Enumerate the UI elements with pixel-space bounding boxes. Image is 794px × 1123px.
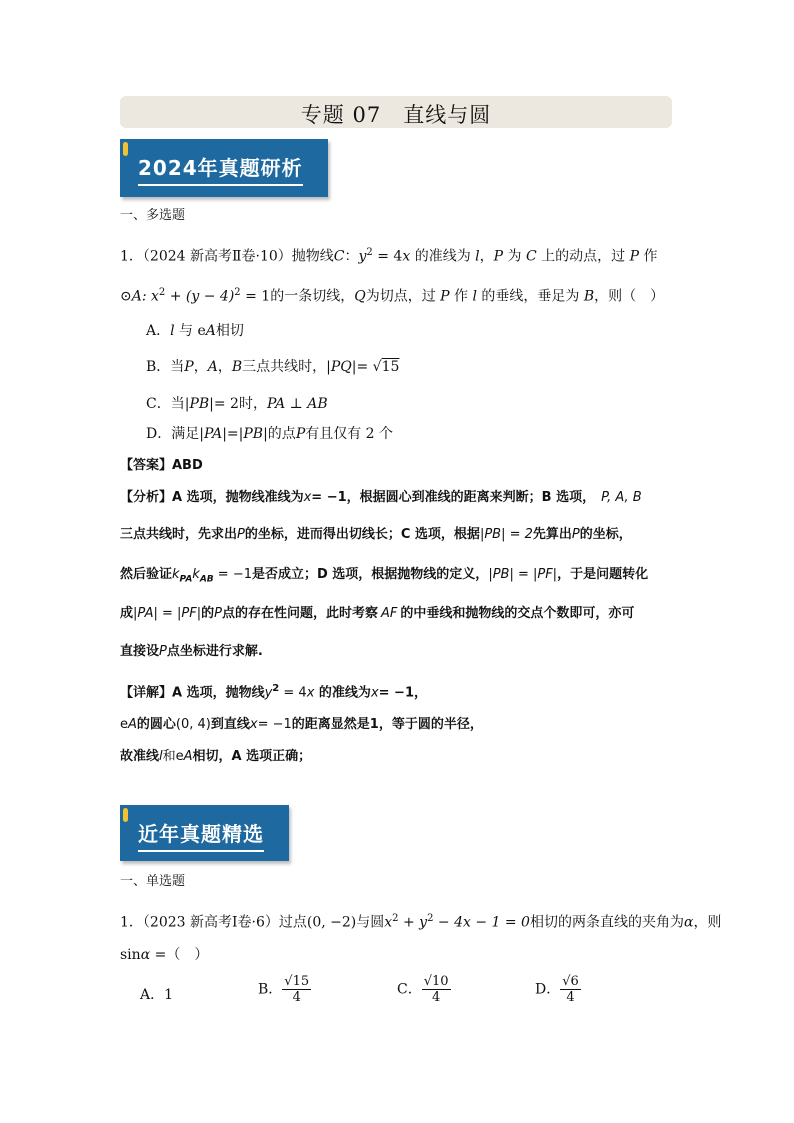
detail-line-3 xyxy=(120,748,311,766)
banner-tab-decoration xyxy=(123,142,128,156)
superscript: 2 xyxy=(366,247,373,258)
analysis-line-2 xyxy=(120,526,632,544)
text: ⊙A: x xyxy=(120,288,159,305)
text: |PA| = |PF| xyxy=(133,606,202,621)
superscript: 2 xyxy=(234,287,241,298)
text: x xyxy=(306,685,315,701)
superscript: 2 xyxy=(158,287,166,298)
banner-label: 近年真题精选 xyxy=(138,818,264,852)
text: B．当 xyxy=(146,359,185,375)
question-2-option-a: A．1 xyxy=(140,987,174,1003)
text: B xyxy=(583,288,595,305)
text: P xyxy=(629,248,640,265)
text: 三点共线时，先求出 xyxy=(120,527,238,542)
text: 直接设 xyxy=(120,644,160,659)
text: 为 xyxy=(503,248,526,265)
text: PB xyxy=(189,396,210,412)
answer-text: 【答案】ABD xyxy=(120,458,203,473)
text: 的准线为 xyxy=(314,685,371,701)
text: A xyxy=(205,323,216,339)
text: 成 xyxy=(120,606,134,621)
text: P xyxy=(295,426,306,442)
text: (0, 4) xyxy=(175,717,211,732)
text: 故准线 xyxy=(120,749,160,764)
text: D．满足| xyxy=(146,426,204,442)
text: 有且仅有 2 个 xyxy=(305,426,394,442)
option-label: C． xyxy=(397,981,422,998)
text: PB xyxy=(243,426,264,442)
text: x xyxy=(370,685,379,701)
text: |PB| = 2 xyxy=(479,527,533,542)
text: e xyxy=(120,717,128,732)
text: 【分析】A 选项，抛物线准线为 xyxy=(120,490,304,505)
text: x xyxy=(384,914,393,931)
text: 点坐标进行求解. xyxy=(166,644,263,659)
analysis-line-1 xyxy=(120,489,642,507)
text: 的 xyxy=(201,606,215,621)
text: + y xyxy=(398,914,428,931)
text: 上的动点，过 xyxy=(536,248,630,265)
text: |=| xyxy=(222,426,244,442)
text: sin xyxy=(120,947,141,963)
text: = 4 xyxy=(372,248,403,265)
section-heading-single-choice: 一、单选题 xyxy=(120,874,186,889)
text: A xyxy=(207,359,218,375)
text: 是否成立；D 选项，根据抛物线的定义， xyxy=(251,567,489,582)
text: l xyxy=(170,323,175,339)
text: ， xyxy=(193,359,208,375)
text: 然后验证 xyxy=(120,567,173,582)
option-label: B． xyxy=(258,981,283,998)
superscript: 2 xyxy=(272,683,280,694)
text: = −1 xyxy=(213,567,252,582)
analysis-line-5 xyxy=(120,643,263,661)
section-heading-multiple-choice: 一、多选题 xyxy=(120,208,186,223)
text: 三点共线时，| xyxy=(242,359,331,375)
detail-line-1 xyxy=(120,680,427,702)
text: ， xyxy=(479,248,494,265)
section-banner-recent xyxy=(120,805,289,861)
text: P xyxy=(184,359,194,375)
text: ，则 xyxy=(693,914,722,931)
fraction xyxy=(282,974,311,1005)
text: A xyxy=(128,717,137,732)
text: + (y − 4) xyxy=(165,288,235,305)
text: P xyxy=(440,288,450,305)
text: C xyxy=(525,248,537,265)
superscript: 2 xyxy=(392,913,399,924)
text: PQ xyxy=(330,359,352,375)
subscript: PA xyxy=(179,574,193,585)
text: y xyxy=(358,248,367,265)
text: 与圆 xyxy=(356,914,385,931)
text: P xyxy=(237,527,245,542)
text: 作 xyxy=(639,248,658,265)
numerator: √6 xyxy=(562,974,579,989)
text: 为切点，过 xyxy=(365,288,441,305)
fraction xyxy=(422,974,451,1005)
analysis-line-3 xyxy=(120,566,648,589)
title-bar xyxy=(120,96,672,128)
text: 1．（2024 新高考Ⅱ卷·10）抛物线 xyxy=(120,248,334,265)
denominator: 4 xyxy=(292,990,301,1005)
text: 1．（2023 新高考Ⅰ卷·6）过点 xyxy=(120,914,307,931)
text: x xyxy=(249,717,258,732)
text: l xyxy=(475,248,480,265)
fraction xyxy=(560,974,581,1005)
text: 的距离显然是1，等于圆的半径， xyxy=(291,717,483,732)
text: x xyxy=(303,490,312,505)
text: =（ ） xyxy=(150,947,209,963)
text: 先算出 xyxy=(532,527,572,542)
text: ，于是问题转化 xyxy=(557,567,649,582)
option-label: D． xyxy=(535,981,561,998)
text: P xyxy=(493,248,504,265)
text: 到直线 xyxy=(210,717,250,732)
text: 的垂线，垂足为 xyxy=(476,288,584,305)
text: P xyxy=(571,527,580,542)
text: y xyxy=(264,685,273,701)
question-1-stem-line-2 xyxy=(120,284,664,306)
text: C．当| xyxy=(146,396,190,412)
question-2-option-b xyxy=(258,974,311,1005)
text: 的坐标，进而得出切线长；C 选项，根据 xyxy=(244,527,480,542)
text: C xyxy=(333,248,345,265)
text: k xyxy=(192,567,200,582)
question-2-option-c xyxy=(397,974,451,1005)
text: Q xyxy=(354,288,366,305)
text: (0, −2) xyxy=(306,914,357,931)
text: A xyxy=(183,749,193,764)
text: |PB| = |PF| xyxy=(488,567,558,582)
text: = −1 xyxy=(257,717,292,732)
text: AF xyxy=(380,606,398,621)
question-1-option-b xyxy=(146,358,399,376)
text: 的准线为 xyxy=(410,248,476,265)
numerator: √15 xyxy=(284,974,310,989)
text: α xyxy=(140,947,151,963)
text: |= 2时， xyxy=(209,396,267,412)
section-banner-2024 xyxy=(120,139,328,197)
text: x xyxy=(402,248,411,265)
subscript: AB xyxy=(199,574,214,585)
text: 点的存在性问题，此时考察 xyxy=(221,606,378,621)
text: − 4x − 1 = 0 xyxy=(433,914,530,931)
text: 相切 xyxy=(215,323,244,339)
text: 作 xyxy=(449,288,473,305)
text: 和e xyxy=(162,749,184,764)
question-1-stem-line-1 xyxy=(120,244,657,266)
text: α xyxy=(683,914,694,931)
question-2-option-d xyxy=(535,974,581,1005)
question-2-stem-line-1 xyxy=(120,910,721,932)
text: |的点 xyxy=(263,426,296,442)
denominator: 4 xyxy=(431,990,441,1005)
text: = −1，根据圆心到准线的距离来判断；B 选项， xyxy=(311,490,596,505)
text: P xyxy=(214,606,222,621)
banner-label: 2024年真题研析 xyxy=(138,152,303,186)
text: PA ⊥ AB xyxy=(266,396,328,412)
text: 与 e xyxy=(174,323,206,339)
text: = 1 xyxy=(240,288,271,305)
text: ，则（ ） xyxy=(594,288,665,305)
text: = −1， xyxy=(378,685,427,701)
text: P, A, B xyxy=(601,490,642,505)
text: = 4 xyxy=(279,685,307,701)
detail-line-2 xyxy=(120,716,483,734)
banner-tab-decoration xyxy=(123,808,128,822)
denominator: 4 xyxy=(566,990,575,1005)
superscript: 2 xyxy=(427,913,434,924)
text: 的坐标， xyxy=(579,527,632,542)
text: PA xyxy=(203,426,223,442)
text: l xyxy=(472,288,477,305)
text: 【详解】A 选项，抛物线 xyxy=(120,685,265,701)
text: 相切，A 选项正确； xyxy=(192,749,312,764)
question-1-option-c xyxy=(146,395,328,413)
page-title: 专题 07 直线与圆 xyxy=(300,103,492,127)
text: 的一条切线， xyxy=(270,288,355,305)
text: k xyxy=(172,567,180,582)
text: ， xyxy=(217,359,232,375)
text: 的圆心 xyxy=(136,717,176,732)
text: 的中垂线和抛物线的交点个数即可，亦可 xyxy=(400,606,635,621)
text: |= √ xyxy=(351,359,382,375)
text: ： xyxy=(344,248,359,265)
question-1-option-a xyxy=(146,322,244,340)
analysis-line-4 xyxy=(120,605,634,623)
text: B xyxy=(231,359,243,375)
text: A． xyxy=(146,323,171,339)
text: P xyxy=(159,644,167,659)
text: l xyxy=(159,749,163,764)
numerator: √10 xyxy=(423,974,449,989)
question-1-option-d xyxy=(146,425,393,443)
question-2-stem-line-2 xyxy=(120,946,208,964)
text: 15 xyxy=(381,359,400,375)
text: 相切的两条直线的夹角为 xyxy=(529,914,684,931)
